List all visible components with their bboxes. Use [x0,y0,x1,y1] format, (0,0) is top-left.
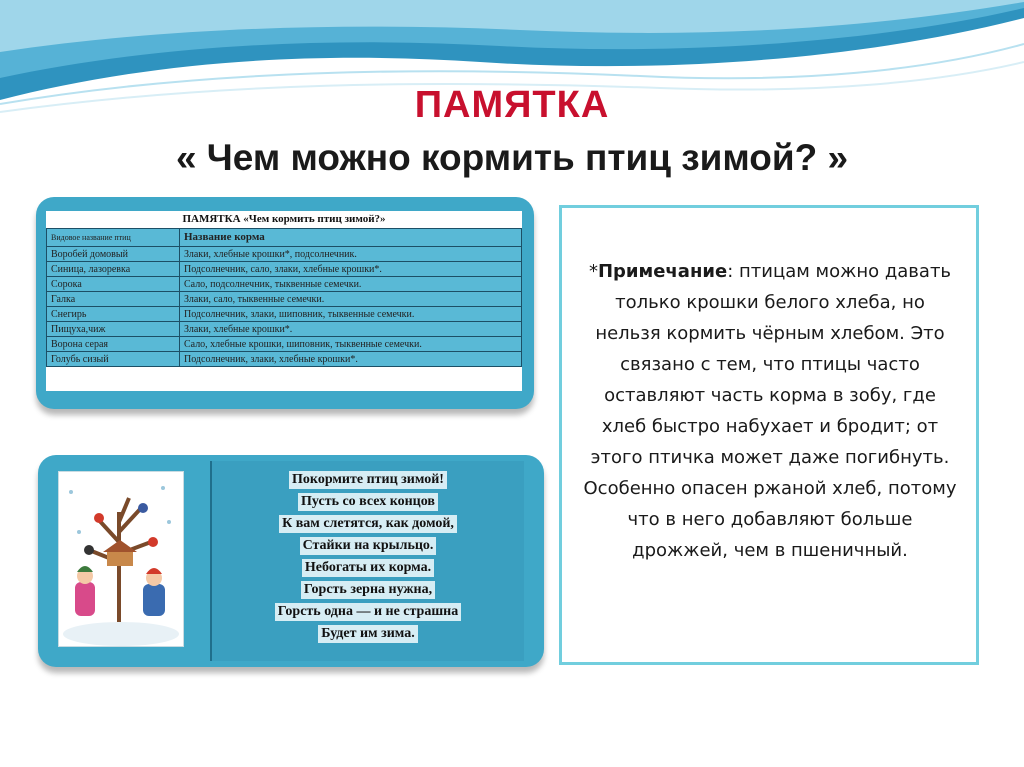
winter-feeding-illustration [58,471,184,647]
poem-panel [210,461,524,661]
food-cell: Злаки, хлебные крошки*, подсолнечник. [180,247,522,262]
food-cell: Сало, подсолнечник, тыквенные семечки. [180,277,522,292]
food-table-card [36,197,534,409]
bird-cell: Сорока [47,277,180,292]
table-row [47,277,522,292]
poem-line: Горсть одна — и не страшна [275,603,461,621]
table-row [47,247,522,262]
note-label: Примечание [597,261,728,282]
food-cell: Сало, хлебные крошки, шиповник, тыквенные семечки. [180,337,522,352]
poem-line: К вам слетятся, как домой, [279,515,457,533]
note-asterisk: * [588,261,598,282]
food-cell: Злаки, хлебные крошки*. [180,322,522,337]
bird-cell: Ворона серая [47,337,180,352]
header-bird: Видовое название птиц [47,229,180,247]
poem-line: Стайки на крыльцо. [300,537,437,555]
table-title: ПАМЯТКА «Чем кормить птиц зимой?» [182,213,386,225]
note-text [580,256,960,566]
poem-card [38,455,544,667]
poem-line: Пусть со всех концов [298,493,438,511]
poem-line: Покормите птиц зимой! [289,471,447,489]
table-row [47,337,522,352]
bird-cell: Пищуха,чиж [47,322,180,337]
food-cell: Подсолнечник, злаки, хлебные крошки*. [180,352,522,367]
poem-line: Будет им зима. [318,625,417,643]
bird-cell: Снегирь [47,307,180,322]
bird-cell: Голубь сизый [47,352,180,367]
poem-line: Небогаты их корма. [302,559,434,577]
food-cell: Подсолнечник, злаки, шиповник, тыквенные семечки. [180,307,522,322]
page-title: ПАМЯТКА [414,84,610,126]
table-header-row [47,229,522,247]
table-row [47,262,522,277]
table-row [47,292,522,307]
header-food: Название корма [180,229,522,247]
note-box [559,205,979,665]
bird-cell: Синица, лазоревка [47,262,180,277]
page-subtitle: « Чем можно кормить птиц зимой? » [175,137,849,178]
note-body: : птицам можно давать только крошки белого хлеба, но нельзя кормить чёрным хлебом. Это связано с тем, что птицы часто оставляют часть корма в зобу, где хлеб быстро набухает и бродит; от этого птичка может даже погибнуть. Особенно опасен ржаной хлеб, потому что в него добавляют больше дрожжей, чем в пшеничный. [583,261,957,561]
table-row [47,352,522,367]
poem-line: Горсть зерна нужна, [301,581,435,599]
food-cell: Подсолнечник, сало, злаки, хлебные крошки*. [180,262,522,277]
table-row [47,322,522,337]
food-table [46,211,522,391]
table-row [47,307,522,322]
bird-cell: Галка [47,292,180,307]
bird-cell: Воробей домовый [47,247,180,262]
food-cell: Злаки, сало, тыквенные семечки. [180,292,522,307]
